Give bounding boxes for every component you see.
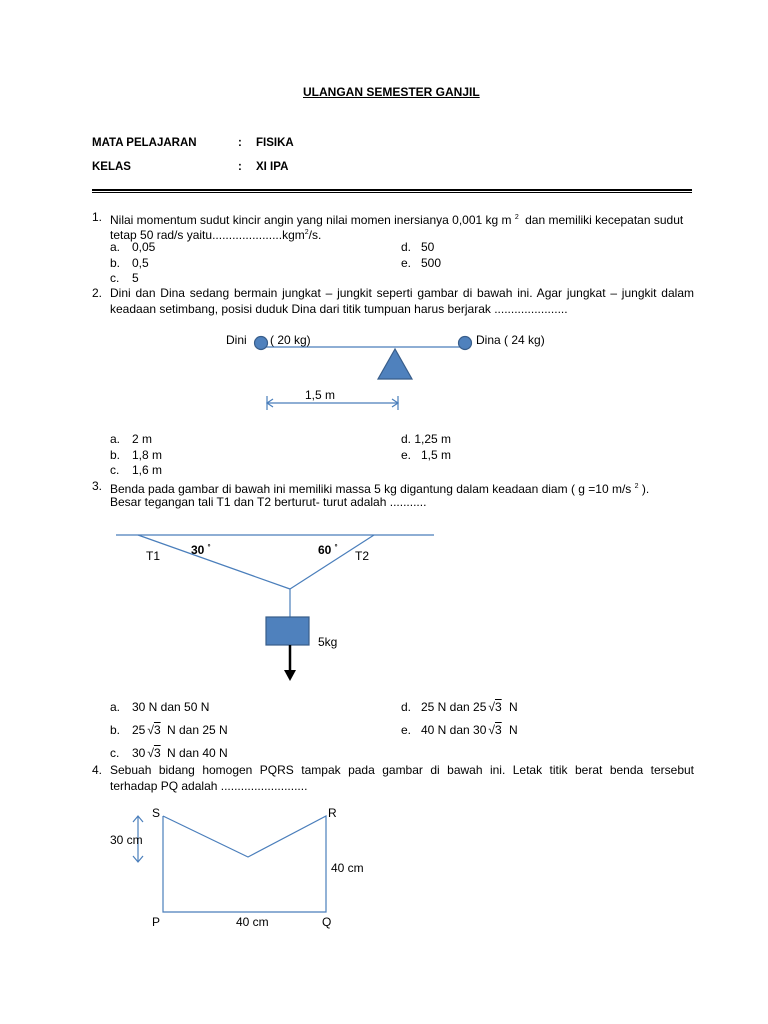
q1-option-e: 500: [421, 256, 442, 270]
vertex-q-label: Q: [322, 915, 332, 929]
q1-option-b: 0,5: [132, 256, 149, 270]
height-label: 40 cm: [331, 861, 364, 875]
q2-number: 2.: [92, 286, 103, 300]
sqrt-icon: √: [488, 723, 495, 737]
q2-option-e: 1,5 m: [421, 448, 452, 462]
q1-line1-end: dan memiliki kecepatan sudut: [525, 213, 684, 227]
distance-label: 1,5 m: [305, 388, 336, 402]
q3-option-c-post: N dan 40 N: [166, 746, 228, 760]
q4-line2: terhadap PQ adalah ..........................: [110, 779, 308, 793]
angle-right-degree: º: [334, 544, 338, 551]
pqrs-shape: [163, 816, 326, 912]
dini-mass-label: ( 20 kg): [270, 333, 311, 347]
q2-option-c-letter: c.: [110, 463, 120, 477]
q2-option-e-letter: e.: [401, 448, 412, 462]
q4-number: 4.: [92, 763, 103, 777]
sqrt-icon: √: [147, 746, 154, 760]
q1-option-b-letter: b.: [110, 256, 121, 270]
q3-line2: Besar tegangan tali T1 dan T2 berturut- turut adalah ...........: [110, 495, 427, 509]
q3-option-d-letter: d.: [401, 700, 412, 714]
t1-label: T1: [146, 549, 161, 563]
dina-label: Dina ( 24 kg): [476, 333, 545, 347]
q1-option-d-letter: d.: [401, 240, 412, 254]
q2-option-c: 1,6 m: [132, 463, 163, 477]
depth-label: 30 cm: [110, 833, 143, 847]
q3-line1-end: ).: [641, 482, 650, 496]
q1-number: 1.: [92, 210, 103, 224]
class-value: XI IPA: [256, 161, 289, 173]
subject-sep: :: [238, 137, 242, 149]
q3-option-e-pre: 40 N dan 30: [421, 723, 487, 737]
q2-option-a: 2 m: [132, 432, 153, 446]
sqrt-icon: √: [488, 700, 495, 714]
q3-option-d-post: N: [509, 700, 518, 714]
q4-line1: Sebuah bidang homogen PQRS tampak pada gambar di bawah ini. Letak titik berat benda tersebut: [110, 763, 694, 777]
dini-label: Dini: [226, 333, 247, 347]
q1-line2-end: /s.: [308, 228, 322, 242]
vertex-r-label: R: [328, 806, 337, 820]
class-label: KELAS: [92, 161, 131, 173]
q3-option-a: 30 N dan 50 N: [132, 700, 210, 714]
t2-label: T2: [355, 549, 370, 563]
q3-line1-sup: 2: [634, 483, 639, 490]
angle-left-value: 30: [191, 543, 205, 557]
q1-line1-sup: 2: [514, 214, 519, 221]
q2-option-b-letter: b.: [110, 448, 121, 462]
q2-line1: Dini dan Dina sedang bermain jungkat – jungkit seperti gambar di bawah ini. Agar jungkat – jungkit dalam: [110, 286, 694, 300]
q1-option-e-letter: e.: [401, 256, 412, 270]
q2-line2: keadaan setimbang, posisi duduk Dina dari titik tumpuan harus berjarak ......................: [110, 302, 568, 316]
q3-option-c-pre: 30: [132, 746, 146, 760]
q3-option-e-root: 3: [494, 723, 502, 737]
q1-option-a-letter: a.: [110, 240, 121, 254]
mass-label: 5kg: [318, 635, 338, 649]
q2-option-d-letter: d.: [401, 432, 412, 446]
vertex-p-label: P: [152, 915, 161, 929]
q3-option-a-letter: a.: [110, 700, 121, 714]
sqrt-icon: √: [147, 723, 154, 737]
q3-option-c-letter: c.: [110, 746, 120, 760]
q1-line2-text: tetap 50 rad/s yaitu.....................kgm: [110, 228, 305, 242]
q3-line1-text: Benda pada gambar di bawah ini memiliki massa 5 kg digantung dalam keadaan diam ( g =10 m/s: [110, 482, 632, 496]
subject-label: MATA PELAJARAN: [92, 137, 197, 149]
q2-option-b: 1,8 m: [132, 448, 163, 462]
q1-option-a: 0,05: [132, 240, 156, 254]
q3-option-d-root: 3: [494, 700, 502, 714]
q3-option-e-letter: e.: [401, 723, 412, 737]
width-label: 40 cm: [236, 915, 269, 929]
q3-option-b-letter: b.: [110, 723, 121, 737]
q2-option-a-letter: a.: [110, 432, 121, 446]
subject-value: FISIKA: [256, 137, 294, 149]
q3-option-c-root: 3: [153, 746, 161, 760]
q1-option-c: 5: [132, 271, 139, 285]
q3-option-b-pre: 25: [132, 723, 146, 737]
angle-left-degree: º: [207, 544, 211, 551]
vertex-s-label: S: [152, 806, 161, 820]
q3-number: 3.: [92, 479, 103, 493]
q1-option-d: 50: [421, 240, 435, 254]
q2-option-d-text: 1,25 m: [414, 432, 452, 446]
angle-right-value: 60: [318, 543, 332, 557]
class-sep: :: [238, 161, 242, 173]
q3-option-d-pre: 25 N dan 25: [421, 700, 487, 714]
q1-option-c-letter: c.: [110, 271, 120, 285]
q3-option-e-post: N: [509, 723, 518, 737]
q1-line1-text: Nilai momentum sudut kincir angin yang nilai momen inersianya 0,001 kg m: [110, 213, 512, 227]
page-title: ULANGAN SEMESTER GANJIL: [303, 85, 480, 99]
q1-line2-sup: 2: [304, 229, 309, 236]
q3-option-b-post: N dan 25 N: [166, 723, 228, 737]
q3-option-b-root: 3: [153, 723, 161, 737]
